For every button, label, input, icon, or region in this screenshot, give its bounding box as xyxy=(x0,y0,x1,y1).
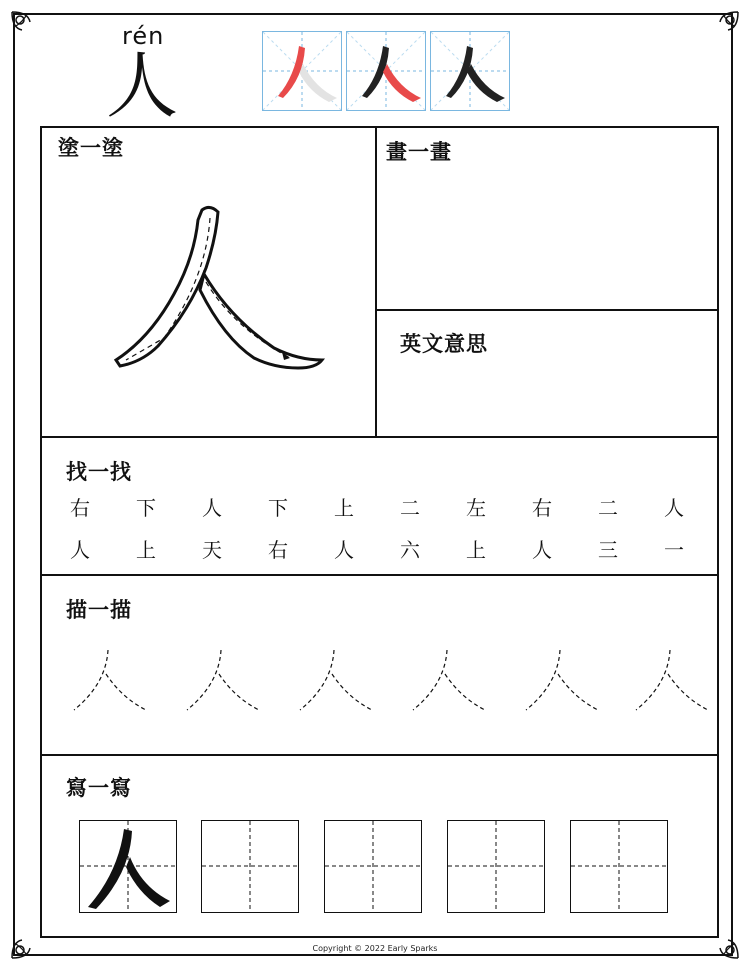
meaning-answer-area[interactable] xyxy=(377,360,717,434)
find-char[interactable]: 人 xyxy=(532,538,552,562)
stroke-complete-icon xyxy=(431,32,509,110)
stroke-1-icon xyxy=(263,32,341,110)
trace-character[interactable] xyxy=(524,648,600,714)
coloring-character-outline[interactable] xyxy=(102,198,332,378)
find-char[interactable]: 一 xyxy=(664,538,684,562)
trace-character[interactable] xyxy=(185,648,261,714)
find-char[interactable]: 上 xyxy=(334,496,354,520)
find-char[interactable]: 右 xyxy=(70,496,90,520)
find-char[interactable]: 下 xyxy=(268,496,288,520)
stroke-order-step-2 xyxy=(346,31,426,111)
color-section-label: 塗一塗 xyxy=(58,136,124,160)
find-char[interactable]: 上 xyxy=(466,538,486,562)
pinyin: rén xyxy=(122,22,165,50)
divider xyxy=(42,574,717,576)
draw-section-label: 畫一畫 xyxy=(386,140,452,164)
writing-box[interactable] xyxy=(570,820,668,913)
corner-ornament-icon xyxy=(704,8,742,46)
meaning-section-label: 英文意思 xyxy=(400,332,488,356)
find-char[interactable]: 右 xyxy=(268,538,288,562)
find-char[interactable]: 天 xyxy=(202,538,222,562)
writing-box-example-character xyxy=(80,821,176,912)
writing-box[interactable] xyxy=(79,820,177,913)
find-row-2 xyxy=(70,534,730,563)
worksheet-grid xyxy=(40,126,719,938)
find-char[interactable]: 右 xyxy=(532,496,552,520)
copyright-notice: Copyright © 2022 Early Sparks xyxy=(312,944,438,953)
find-char[interactable]: 上 xyxy=(136,538,156,562)
find-char[interactable]: 二 xyxy=(598,496,618,520)
trace-character[interactable] xyxy=(298,648,374,714)
trace-section-label: 描一描 xyxy=(66,598,132,622)
divider xyxy=(42,436,717,438)
stroke-order-step-1 xyxy=(262,31,342,111)
trace-character[interactable] xyxy=(411,648,487,714)
find-section-label: 找一找 xyxy=(66,460,132,484)
divider xyxy=(375,309,717,311)
find-row-1 xyxy=(70,492,730,521)
find-char[interactable]: 左 xyxy=(466,496,486,520)
writing-box[interactable] xyxy=(447,820,545,913)
stroke-2-icon xyxy=(347,32,425,110)
find-char[interactable]: 二 xyxy=(400,496,420,520)
find-char[interactable]: 下 xyxy=(136,496,156,520)
find-char[interactable]: 人 xyxy=(202,496,222,520)
drawing-area[interactable] xyxy=(377,128,717,308)
writing-box[interactable] xyxy=(324,820,422,913)
writing-box[interactable] xyxy=(201,820,299,913)
stroke-order-step-3 xyxy=(430,31,510,111)
find-char[interactable]: 人 xyxy=(664,496,684,520)
find-char[interactable]: 人 xyxy=(334,538,354,562)
trace-character[interactable] xyxy=(72,648,148,714)
main-character: 人 xyxy=(106,44,179,128)
find-char[interactable]: 三 xyxy=(598,538,618,562)
trace-character[interactable] xyxy=(634,648,710,714)
find-char[interactable]: 人 xyxy=(70,538,90,562)
divider xyxy=(42,754,717,756)
corner-ornament-icon xyxy=(8,8,46,46)
find-char[interactable]: 六 xyxy=(400,538,420,562)
write-section-label: 寫一寫 xyxy=(66,776,132,800)
